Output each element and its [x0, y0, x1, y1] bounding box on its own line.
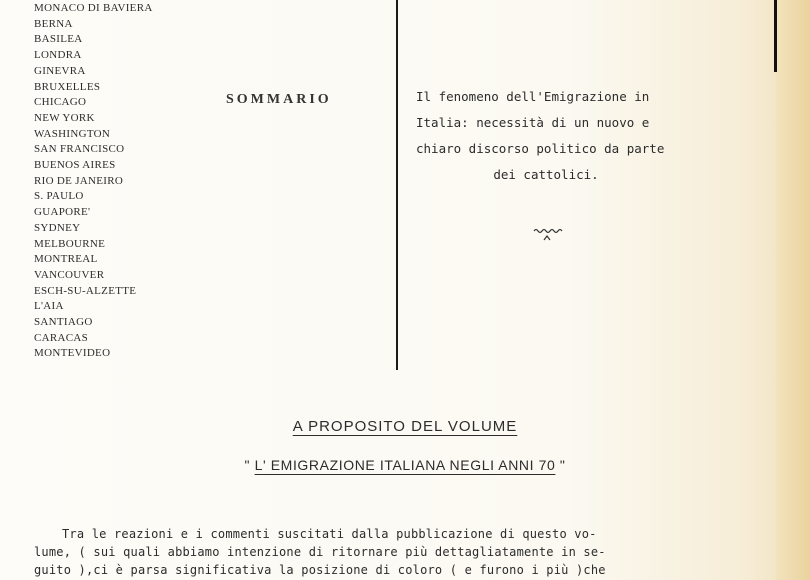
city-item: MELBOURNE — [34, 237, 106, 250]
city-item: MONTEVIDEO — [34, 347, 111, 360]
city-item: MONTREAL — [34, 253, 98, 266]
paragraph-line: guito ),ci è parsa significativa la posizione di coloro ( e furono i più )che — [34, 563, 606, 577]
page-edge-shadow — [776, 0, 810, 580]
heading-about-volume — [0, 418, 810, 435]
city-item: SANTIAGO — [34, 316, 93, 329]
city-item: SAN FRANCISCO — [34, 143, 125, 156]
paragraph-line: Tra le reazioni e i commenti suscitati dalla pubblicazione di questo vo- — [62, 527, 597, 541]
city-item: VANCOUVER — [34, 268, 105, 281]
city-item: BUENOS AIRES — [34, 159, 116, 172]
city-item: GUAPORE' — [34, 206, 91, 219]
city-list — [34, 1, 153, 362]
city-item: ESCH-SU-ALZETTE — [34, 284, 137, 297]
paragraph-line: lume, ( sui quali abbiamo intenzione di ritornare più dettagliatamente in se- — [34, 545, 606, 559]
summary-line: Il fenomeno dell'Emigrazione in — [416, 89, 650, 104]
city-item: BRUXELLES — [34, 80, 101, 93]
quote-close: " — [559, 457, 566, 473]
heading-volume-title — [0, 457, 810, 473]
city-item: L'AIA — [34, 300, 64, 313]
summary-text — [416, 84, 716, 188]
section-title-sommario: SOMMARIO — [226, 92, 332, 107]
city-item: BERNA — [34, 17, 73, 30]
summary-line: dei cattolici. — [493, 167, 599, 182]
city-item: CARACAS — [34, 331, 89, 344]
summary-line: Italia: necessità di un nuovo e — [416, 115, 650, 130]
city-item: BASILEA — [34, 33, 83, 46]
city-item: CHICAGO — [34, 96, 87, 109]
city-item: WASHINGTON — [34, 127, 111, 140]
column-divider — [396, 0, 398, 370]
city-item: RIO DE JANEIRO — [34, 174, 124, 187]
city-item: NEW YORK — [34, 111, 95, 124]
heading-text: A PROPOSITO DEL VOLUME — [292, 418, 518, 435]
border-line-right — [774, 0, 777, 72]
quote-open: " — [244, 457, 251, 473]
body-paragraph — [34, 525, 740, 579]
volume-title: L' EMIGRAZIONE ITALIANA NEGLI ANNI 70 — [254, 457, 556, 473]
city-item: LONDRA — [34, 49, 82, 62]
city-item: MONACO DI BAVIERA — [34, 2, 153, 14]
ornament-tilde-icon — [533, 223, 563, 243]
city-item: S. PAULO — [34, 190, 84, 203]
summary-line: chiaro discorso politico da parte — [416, 141, 665, 156]
city-item: GINEVRA — [34, 64, 86, 77]
city-item: SYDNEY — [34, 221, 81, 234]
